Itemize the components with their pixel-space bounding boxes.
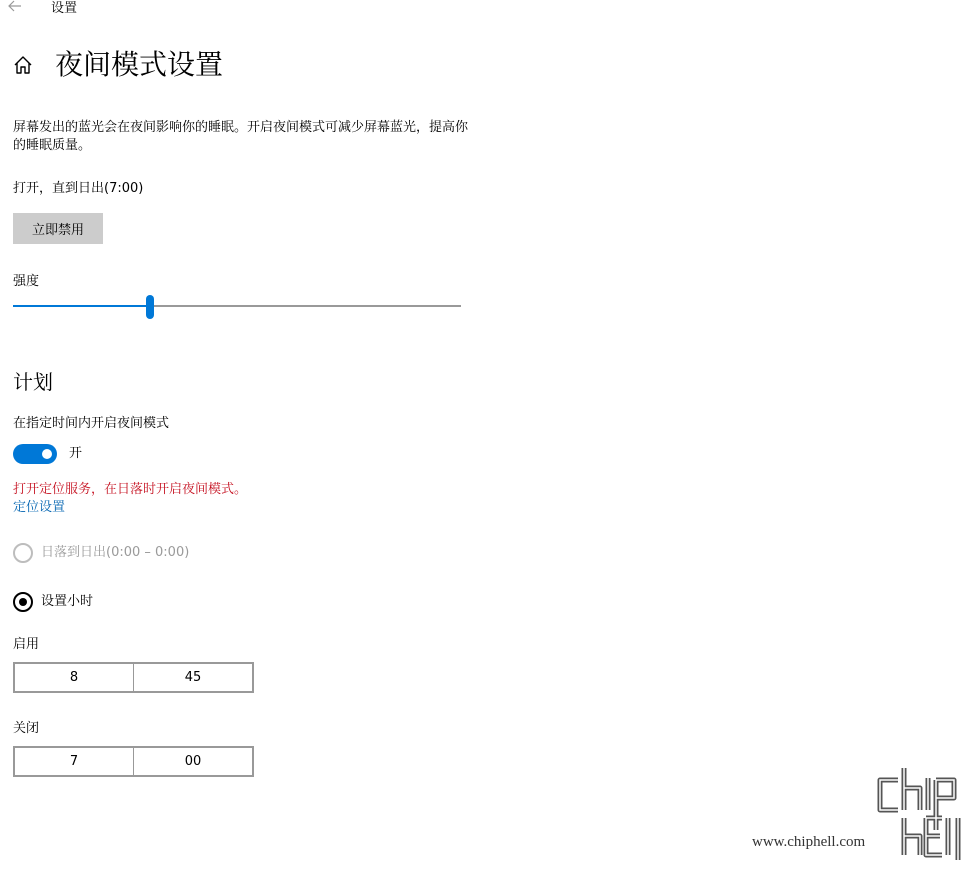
page-title: 夜间模式设置 (55, 48, 224, 81)
strength-slider[interactable] (13, 295, 461, 319)
turn-on-time-picker[interactable] (13, 662, 254, 693)
schedule-section-title: 计划 (13, 370, 53, 394)
location-warning: 打开定位服务，在日落时开启夜间模式。 (13, 482, 248, 497)
turn-off-minute[interactable]: 00 (133, 748, 252, 775)
strength-label: 强度 (13, 274, 40, 289)
turn-on-label: 启用 (13, 637, 40, 652)
turn-off-hour[interactable]: 7 (69, 754, 79, 769)
radio-selected-dot (19, 598, 27, 606)
description-text: 屏幕发出的蓝光会在夜间影响你的睡眠。开启夜间模式可减少屏幕蓝光，提高你的睡眠质量。 (13, 120, 469, 153)
disable-now-button[interactable]: 立即禁用 (13, 213, 103, 244)
toggle-knob (42, 449, 52, 459)
radio-sunset-to-sunrise (13, 543, 33, 563)
radio-set-hours[interactable] (13, 592, 33, 612)
turn-off-time-picker[interactable] (13, 746, 254, 777)
radio-set-hours-label[interactable]: 设置小时 (41, 594, 94, 609)
chiphell-logo-icon (748, 760, 970, 872)
window-title: 设置 (51, 1, 78, 16)
status-text: 打开，直到日出(7:00) (13, 181, 144, 196)
turn-on-minute[interactable]: 45 (133, 664, 252, 691)
radio-sunset-label: 日落到日出(0:00 – 0:00) (41, 545, 190, 560)
toggle-state-label: 开 (69, 446, 83, 461)
schedule-toggle-label: 在指定时间内开启夜间模式 (13, 416, 170, 431)
slider-fill (13, 305, 150, 307)
back-arrow-icon[interactable] (6, 0, 24, 15)
location-settings-link[interactable]: 定位设置 (13, 500, 66, 515)
home-icon[interactable] (12, 54, 34, 76)
schedule-toggle[interactable] (13, 444, 57, 464)
turn-on-hour[interactable]: 8 (69, 670, 79, 685)
turn-off-label: 关闭 (13, 721, 40, 736)
watermark-url: www.chiphell.com (752, 834, 866, 850)
slider-thumb[interactable] (146, 295, 154, 319)
chiphell-watermark (748, 760, 970, 872)
